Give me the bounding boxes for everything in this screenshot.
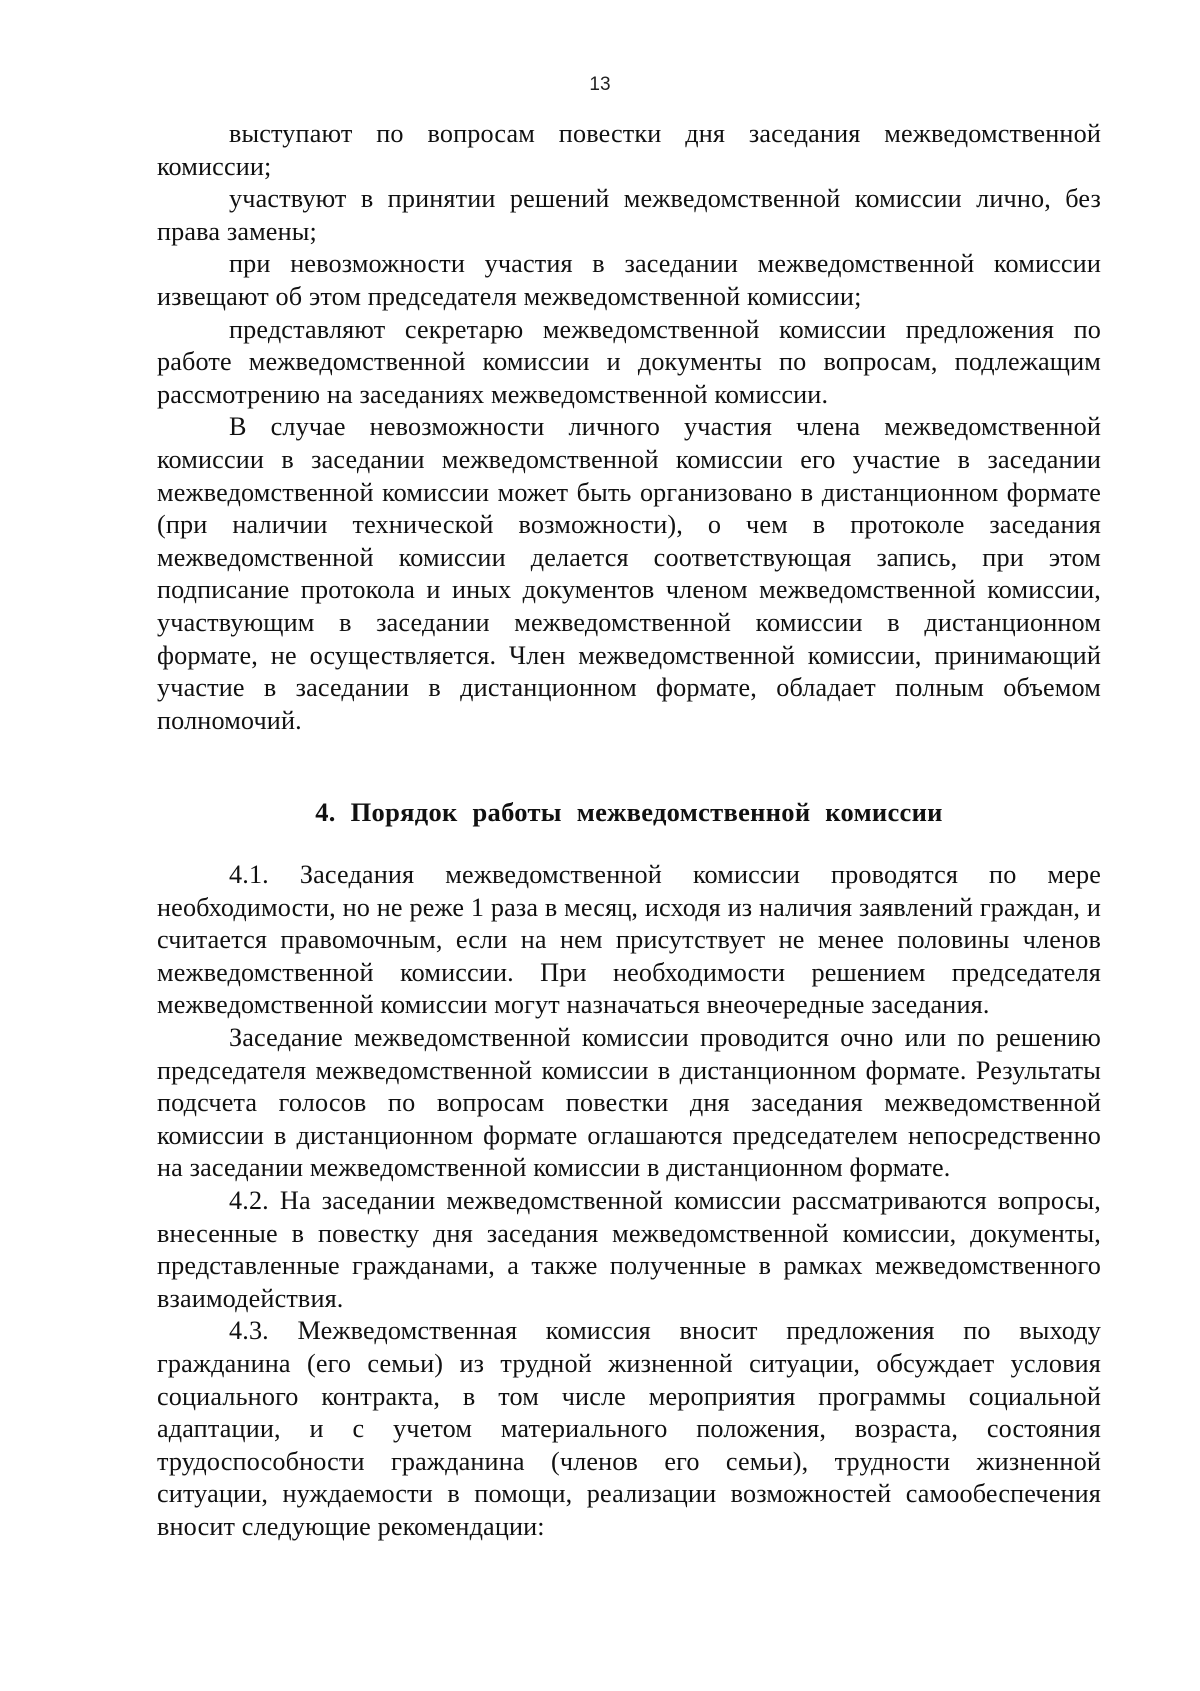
page-number: 13 (589, 74, 611, 95)
paragraph: 4.2. На заседании межведомственной комиссии рассматриваются вопросы, внесенные в повестку дня заседания межведомственной комиссии, документы, представленные гражданами, а также полученные в рамках межведомственного взаимодействия. (157, 1185, 1101, 1313)
paragraph: 4.3. Межведомственная комиссия вносит предложения по выходу гражданина (его семьи) из трудной жизненной ситуации, обсуждает условия социального контракта, в том числе мероприятия программы социальной адаптации, и с учетом материального положения, возраста, состояния трудоспособности гражданина (членов его семьи), трудности жизненной ситуации, нуждаемости в помощи, реализации возможностей самообеспечения вносит следующие рекомендации: (157, 1316, 1101, 1541)
paragraph: 4.1. Заседания межведомственной комиссии проводятся по мере необходимости, но не реже 1 раза в месяц, исходя из наличия заявлений граждан, и считается правомочным, если на нем присутствует не менее половины членов межведомственной комиссии. При необходимости решением председателя межведомственной комиссии могут назначаться внеочередные заседания. (157, 860, 1101, 1020)
paragraph: В случае невозможности личного участия члена межведомственной комиссии в заседании межведомственной комиссии его участие в заседании межведомственной комиссии может быть организовано в дистанционном формате (при наличии технической возможности), о чем в протоколе заседания межведомственной комиссии делается соответствующая запись, при этом подписание протокола и иных документов членом межведомственной комиссии, участвующим в заседании межведомственной комиссии в дистанционном формате, не осуществляется. Член межведомственной комиссии, принимающий участие в заседании в дистанционном формате, обладает полным объемом полномочий. (157, 412, 1101, 735)
paragraph: выступают по вопросам повестки дня заседания межведомственной комиссии; (157, 119, 1101, 181)
paragraph: при невозможности участия в заседании межведомственной комиссии извещают об этом председателя межведомственной комиссии; (157, 249, 1101, 311)
paragraph: участвуют в принятии решений межведомственной комиссии лично, без права замены; (157, 184, 1101, 246)
members-duties-block (157, 118, 1101, 737)
paragraph: Заседание межведомственной комиссии проводится очно или по решению председателя межведомственной комиссии в дистанционном формате. Результаты подсчета голосов по вопросам повестки дня заседания межведомственной комиссии в дистанционном формате оглашаются председателем непосредственно на заседании межведомственной комиссии в дистанционном формате. (157, 1022, 1101, 1183)
section-4-block (157, 859, 1101, 1543)
paragraph: представляют секретарю межведомственной комиссии предложения по работе межведомственной комиссии и документы по вопросам, подлежащим рассмотрению на заседаниях межведомственной комиссии. (157, 314, 1101, 409)
section-heading: 4. Порядок работы межведомственной комиссии (315, 797, 943, 827)
